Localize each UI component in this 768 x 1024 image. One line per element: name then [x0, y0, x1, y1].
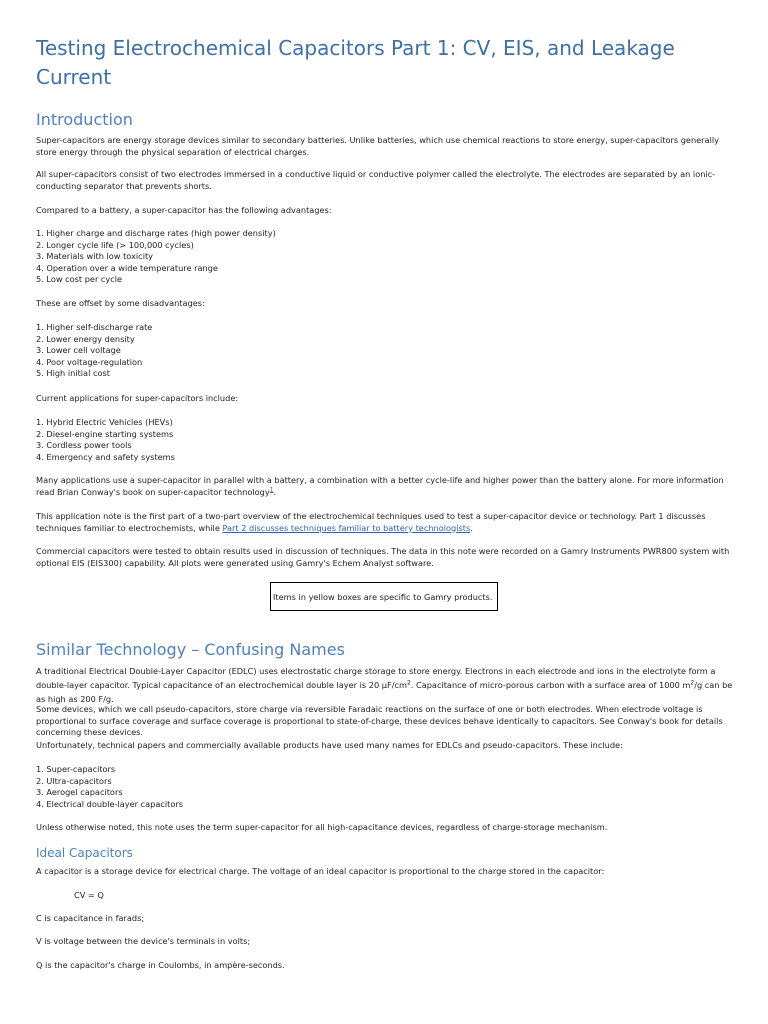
similar-paragraph-1: [36, 664, 736, 706]
page-title: Testing Electrochemical Capacitors Part 1: CV, EIS, and Leakage Current: [36, 36, 675, 89]
names-list: [36, 764, 183, 810]
note-box-text: Items in yellow boxes are specific to Gamry products.: [273, 592, 493, 602]
list-item: 3. Aerogel capacitors: [36, 787, 123, 798]
paragraph-text: /g can be as high as 200 F/g.: [36, 680, 733, 704]
superscript: 2: [690, 679, 695, 687]
similar-paragraph-3: Unfortunately, technical papers and commercially available products have used many names for EDLCs and pseudo-capacitors. These include:: [36, 740, 623, 750]
definition-c: C is capacitance in farads;: [36, 913, 145, 923]
intro-paragraph-6: [36, 475, 736, 498]
intro-paragraph-2: All super-capacitors consist of two electrodes immersed in a conductive liquid or conductive polymer called the electrolyte. The electrodes are separated by an ionic-conducting separator that prevents shorts.: [36, 169, 716, 191]
intro-paragraph-8: Commercial capacitors were tested to obtain results used in discussion of techniques. The data in this note were recorded on a Gamry Instruments PWR800 system with optional EIS (EIS300) capability. All plots were generated using Gamry's Echem Analyst software.: [36, 546, 730, 568]
superscript: 2: [406, 679, 411, 687]
note-box: [270, 582, 498, 611]
paragraph-text: .: [470, 522, 473, 533]
paragraph-text: This application note is the first part of a two-part overview of the electrochemical techniques used to test a super-capacitor device or technology. Part 1 discusses techniques familiar to electrochemists, while: [36, 511, 706, 533]
heading-ideal-capacitors: Ideal Capacitors: [36, 846, 133, 860]
list-item: 4. Emergency and safety systems: [36, 451, 175, 462]
list-item: 5. Low cost per cycle: [36, 274, 123, 285]
list-item: 4. Poor voltage-regulation: [36, 356, 143, 367]
list-item: 5. High initial cost: [36, 368, 110, 379]
list-item: 1. Higher charge and discharge rates (high power density): [36, 228, 276, 238]
similar-paragraph-2: Some devices, which we call pseudo-capacitors, store charge via reversible Faradaic reactions on the surface of one or both electrodes. When electrode voltage is proportional to surface coverage and surface coverage is proportional to state-of-charge, these devices behave identically to capacitors. See Conway's book for details concerning these devices.: [36, 704, 723, 738]
paragraph-text: Many applications use a super-capacitor in parallel with a battery, a combination with a better cycle-life and higher power than the battery alone. For more information read Brian Conway's book on super-capacitor technology: [36, 475, 724, 497]
intro-paragraph-1: Super-capacitors are energy storage devices similar to secondary batteries. Unlike batteries, which use chemical reactions to store energy, super-capacitors generally store energy through the physical separation of electrical charges.: [36, 135, 719, 157]
ideal-paragraph-1: A capacitor is a storage device for electrical charge. The voltage of an ideal capacitor is proportional to the charge stored in the capacitor:: [36, 866, 605, 876]
list-item: 4. Operation over a wide temperature range: [36, 262, 218, 273]
part-2-link[interactable]: Part 2 discusses techniques familiar to battery technologists: [222, 522, 471, 533]
heading-similar-technology: Similar Technology – Confusing Names: [36, 640, 345, 659]
reference-link[interactable]: 1: [269, 485, 274, 493]
list-item: 3. Materials with low toxicity: [36, 251, 154, 262]
paragraph-text: A traditional Electrical Double-Layer Capacitor (EDLC) uses electrostatic charge storage to store energy. Electrons in each electrode and ions in the electrolyte form a double-layer capacitor. Typical capacitance of an electrochemical double layer is 20 µF/cm: [36, 666, 716, 690]
intro-paragraph-4: These are offset by some disadvantages:: [36, 298, 205, 308]
similar-paragraph-4: Unless otherwise noted, this note uses the term super-capacitor for all high-capacitance devices, regardless of charge-storage mechanism.: [36, 822, 608, 832]
equation: CV = Q: [74, 890, 104, 900]
list-item: 1. Higher self-discharge rate: [36, 322, 153, 332]
list-item: 2. Lower energy density: [36, 333, 135, 344]
applications-list: [36, 417, 175, 463]
definition-v: V is voltage between the device's terminals in volts;: [36, 936, 251, 946]
intro-paragraph-3: Compared to a battery, a super-capacitor has the following advantages:: [36, 205, 332, 215]
heading-introduction: Introduction: [36, 110, 133, 129]
list-item: 3. Lower cell voltage: [36, 345, 121, 356]
list-item: 2. Longer cycle life (> 100,000 cycles): [36, 239, 194, 250]
list-item: 2. Ultra-capacitors: [36, 775, 112, 786]
intro-paragraph-7: [36, 511, 736, 534]
definition-q: Q is the capacitor's charge in Coulombs, in ampère-seconds.: [36, 960, 285, 970]
list-item: 1. Hybrid Electric Vehicles (HEVs): [36, 417, 173, 427]
advantages-list: [36, 228, 276, 286]
list-item: 2. Diesel-engine starting systems: [36, 428, 174, 439]
paragraph-text: . Capacitance of micro-porous carbon with a surface area of 1000 m: [410, 680, 691, 690]
list-item: 3. Cordless power tools: [36, 440, 132, 451]
disadvantages-list: [36, 322, 152, 380]
list-item: 1. Super-capacitors: [36, 764, 116, 774]
list-item: 4. Electrical double-layer capacitors: [36, 798, 184, 809]
intro-paragraph-5: Current applications for super-capacitors include:: [36, 393, 239, 403]
paragraph-text: .: [273, 486, 277, 497]
